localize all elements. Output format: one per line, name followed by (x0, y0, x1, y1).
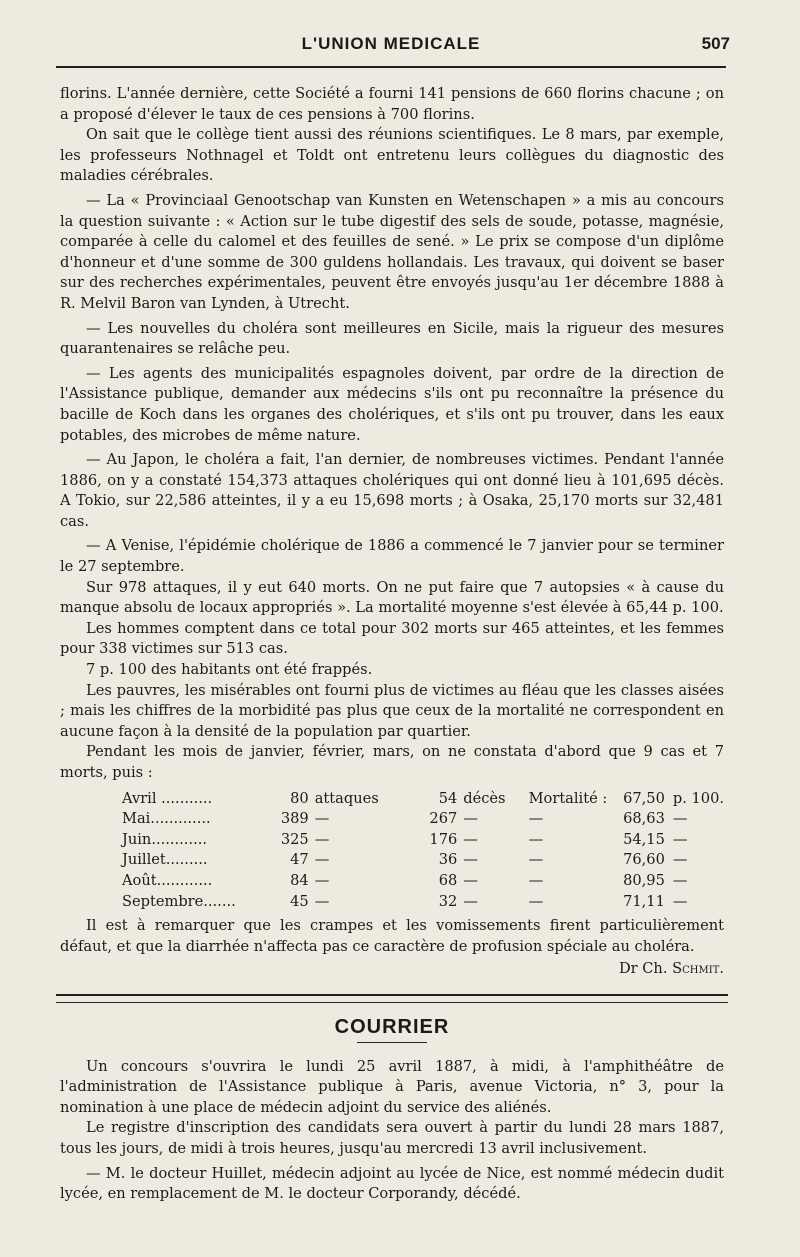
paragraph: Les pauvres, les misérables ont fourni plus de victimes au fléau que les classes aisées ; mais les chiffres de la morbidité pas plus que ceux de la mortalité ne correspondent en aucune façon à la densité de la population par quartier. (60, 681, 724, 740)
paragraph: Le registre d'inscription des candidats sera ouvert à partir du lundi 28 mars 1887, tous les jours, de midi à trois heures, jusqu'au mercredi 13 avril inclusivement. (60, 1119, 724, 1157)
table-row (122, 850, 724, 871)
unit-cell: — (672, 830, 688, 848)
unit-cell: p. 100. (672, 789, 724, 807)
section-title-courrier: COURRIER (334, 1015, 450, 1038)
unit-cell: — (672, 810, 688, 828)
attacks-label: — (314, 851, 330, 869)
header-rule (56, 66, 726, 68)
paragraph: 7 p. 100 des habitants ont été frappés. (86, 661, 373, 679)
attacks-label: attaques (314, 789, 379, 807)
title-underline (357, 1042, 427, 1043)
mortality-label: Mortalité : (528, 789, 608, 807)
unit-cell: — (672, 892, 688, 910)
attacks-cell: 80 (290, 789, 309, 807)
unit-cell: — (672, 851, 688, 869)
rate-cell: 80,95 (623, 871, 665, 889)
month-cell: Septembre....... (122, 892, 236, 910)
paragraph: — Les nouvelles du choléra sont meilleures en Sicile, mais la rigueur des mesures quarantenaires se relâche peu. (60, 319, 724, 358)
paragraph: Pendant les mois de janvier, février, mars, on ne constata d'abord que 9 cas et 7 morts, puis : (60, 743, 724, 781)
paragraph: — M. le docteur Huillet, médecin adjoint au lycée de Nice, est nommé médecin dudit lycée, en remplacement de M. le docteur Corporandy, décédé. (60, 1164, 724, 1203)
monthly-stats-table (122, 789, 724, 913)
unit-cell: — (672, 871, 688, 889)
deaths-cell: 32 (438, 892, 458, 910)
table-row (122, 892, 724, 913)
attacks-label: — (314, 830, 330, 848)
table-row (122, 789, 724, 810)
deaths-cell: 267 (429, 810, 458, 828)
table-row (122, 871, 724, 892)
attacks-label: — (314, 871, 330, 889)
paragraph: Les hommes comptent dans ce total pour 302 morts sur 465 atteintes, et les femmes pour 338 victimes sur 513 cas. (60, 619, 724, 658)
mortality-label: — (528, 830, 544, 848)
journal-title: L'UNION MEDICALE (301, 34, 481, 53)
month-cell: Avril ........... (122, 789, 213, 807)
attacks-cell: 47 (290, 851, 309, 869)
paragraph: — Au Japon, le choléra a fait, l'an dernier, de nombreuses victimes. Pendant l'année 1886, on y a constaté 154,373 attaques cholériques qui ont donné lieu à 101,695 décès. A Tokio, sur 22,586 atteintes, il y a eu 15,698 morts ; à Osaka, 25,170 morts sur 32,481 cas. (60, 451, 724, 530)
paragraph: — La « Provinciaal Genootschap van Kunsten en Wetenschapen » a mis au concours la question suivante : « Action sur le tube digestif des sels de soude, potasse, magnésie, comparée à celle du calomel et des feuilles de sené. » Le prix se compose d'un diplôme d'honneur et d'une somme de 300 guldens hollandais. Les travaux, qui doivent se baser sur des recherches expérimentales, peuvent être envoyés jusqu'au 1er décembre 1888 à R. Melvil Baron van Lynden, à Utrecht. (60, 191, 724, 312)
rate-cell: 71,11 (623, 892, 665, 910)
attacks-cell: 84 (290, 871, 309, 889)
deaths-cell: 54 (438, 789, 458, 807)
signature-name: Schmit. (672, 960, 724, 978)
deaths-label: — (463, 810, 478, 828)
paragraph: florins. L'année dernière, cette Société a fourni 141 pensions de 660 florins chacune ; on a proposé d'élever le taux de ces pensions à 700 florins. (60, 85, 724, 123)
paragraph: — Les agents des municipalités espagnoles doivent, par ordre de la direction de l'Assistance publique, demander aux médecins s'ils ont pu reconnaître la présence du bacille de Koch dans les organes des cholériques, et s'ils ont pu trouver, dans les eaux potables, des microbes de même nature. (60, 364, 724, 444)
month-cell: Août............ (122, 871, 213, 889)
paragraph: Sur 978 attaques, il y eut 640 morts. On ne put faire que 7 autopsies « à cause du manque absolu de locaux appropriés ». La mortalité moyenne s'est élevée à 65,44 p. 100. (60, 578, 724, 617)
article-body (60, 84, 724, 1205)
attacks-cell: 389 (280, 810, 309, 828)
rate-cell: 76,60 (623, 851, 665, 869)
attacks-cell: 325 (280, 830, 309, 848)
page-header (60, 34, 730, 58)
month-cell: Mai............. (122, 810, 211, 828)
rate-cell: 68,63 (623, 810, 665, 828)
signature-prefix: Dr Ch. (618, 960, 668, 978)
rate-cell: 67,50 (623, 789, 665, 807)
attacks-label: — (314, 810, 330, 828)
deaths-cell: 176 (429, 830, 458, 848)
deaths-label: — (463, 830, 478, 848)
month-cell: Juin............ (122, 830, 207, 848)
attacks-cell: 45 (290, 892, 309, 910)
table-row (122, 830, 724, 851)
deaths-label: décès (463, 789, 506, 807)
deaths-cell: 36 (438, 851, 458, 869)
deaths-label: — (463, 871, 478, 889)
mortality-label: — (528, 892, 544, 910)
mortality-label: — (528, 851, 544, 869)
deaths-label: — (463, 892, 478, 910)
deaths-cell: 68 (438, 871, 458, 889)
section-divider (56, 994, 728, 1003)
attacks-label: — (314, 892, 330, 910)
rate-cell: 54,15 (623, 830, 665, 848)
mortality-label: — (528, 871, 544, 889)
paragraph: On sait que le collège tient aussi des réunions scientifiques. Le 8 mars, par exemple, les professeurs Nothnagel et Toldt ont entretenu leurs collègues du diagnostic des maladies cérébrales. (60, 126, 724, 185)
signature (60, 959, 724, 980)
paragraph: — A Venise, l'épidémie cholérique de 1886 a commencé le 7 janvier pour se terminer le 27 septembre. (60, 537, 724, 576)
month-cell: Juillet......... (122, 851, 208, 869)
table-row (122, 809, 724, 830)
paragraph: Il est à remarquer que les crampes et les vomissements firent particulièrement défaut, et que la diarrhée n'affecta pas ce caractère de profusion spéciale au choléra. (60, 917, 724, 955)
paragraph: Un concours s'ouvrira le lundi 25 avril 1887, à midi, à l'amphithéâtre de l'administration de l'Assistance publique à Paris, avenue Victoria, n° 3, pour la nomination à une place de médecin adjoint du service des aliénés. (60, 1057, 724, 1116)
page-number: 507 (701, 34, 730, 53)
mortality-label: — (528, 810, 544, 828)
deaths-label: — (463, 851, 478, 869)
